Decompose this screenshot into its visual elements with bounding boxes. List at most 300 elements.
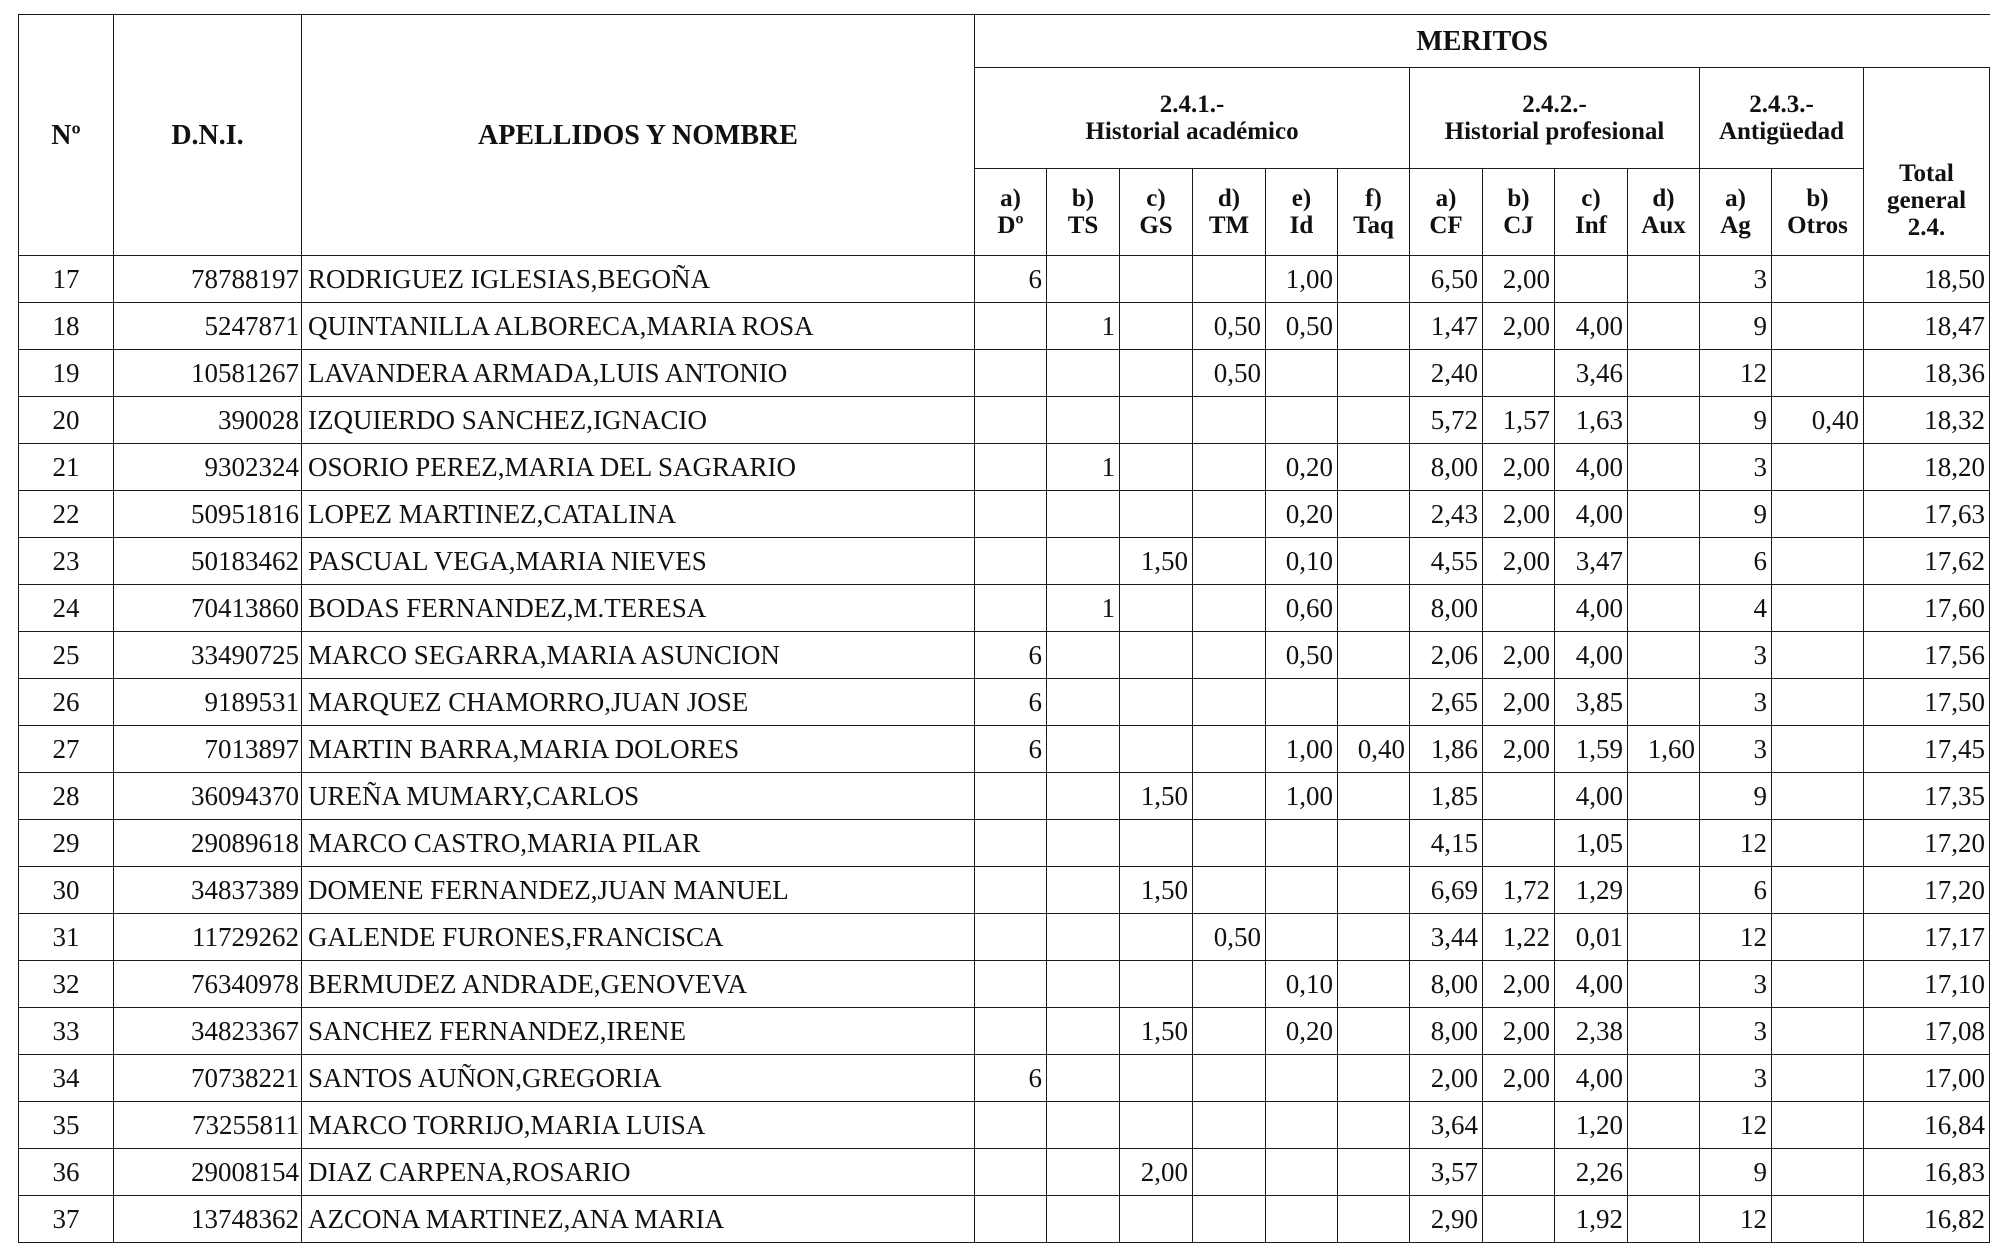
merit-cell <box>1628 491 1700 538</box>
table-row <box>19 1008 1990 1055</box>
subcolumn-abbr: Taq <box>1353 212 1394 239</box>
subcolumn-letter: e) <box>1291 185 1312 212</box>
row-number: 30 <box>19 867 114 914</box>
row-number: 17 <box>19 256 114 303</box>
row-number: 25 <box>19 632 114 679</box>
merit-cell: 0,50 <box>1193 303 1266 350</box>
merit-cell <box>1772 820 1864 867</box>
merit-cell <box>1628 350 1700 397</box>
merit-cell: 0,10 <box>1266 538 1338 585</box>
row-total: 17,20 <box>1864 820 1990 867</box>
merit-cell <box>975 1008 1047 1055</box>
table-row <box>19 491 1990 538</box>
subcolumn-header <box>1772 169 1864 256</box>
merit-cell: 3,64 <box>1410 1102 1483 1149</box>
merit-cell <box>1338 397 1410 444</box>
header-name: APELLIDOS Y NOMBRE <box>302 15 975 256</box>
table-row <box>19 303 1990 350</box>
subcolumn-letter: f) <box>1365 185 1382 212</box>
subcolumn-letter: a) <box>1435 185 1457 212</box>
merit-cell <box>1193 726 1266 773</box>
merit-cell <box>975 1102 1047 1149</box>
row-dni: 13748362 <box>114 1196 302 1243</box>
row-dni: 33490725 <box>114 632 302 679</box>
row-number: 26 <box>19 679 114 726</box>
merit-cell <box>1628 585 1700 632</box>
row-name: GALENDE FURONES,FRANCISCA <box>302 914 975 961</box>
merit-cell <box>1628 1149 1700 1196</box>
merit-cell <box>1047 1102 1120 1149</box>
merit-cell: 6 <box>1700 867 1772 914</box>
merit-cell <box>1338 585 1410 632</box>
merit-cell <box>1338 773 1410 820</box>
row-name: PASCUAL VEGA,MARIA NIEVES <box>302 538 975 585</box>
merit-cell: 0,20 <box>1266 444 1338 491</box>
merit-cell <box>975 350 1047 397</box>
merit-cell: 3 <box>1700 726 1772 773</box>
row-number: 36 <box>19 1149 114 1196</box>
merit-cell <box>1483 1149 1555 1196</box>
merit-cell <box>1193 1008 1266 1055</box>
row-name: LOPEZ MARTINEZ,CATALINA <box>302 491 975 538</box>
subcolumn-letter: c) <box>1146 185 1166 212</box>
row-name: MARTIN BARRA,MARIA DOLORES <box>302 726 975 773</box>
merit-cell: 1,60 <box>1628 726 1700 773</box>
subcolumn-letter: a) <box>1725 185 1746 212</box>
merit-cell <box>1120 726 1193 773</box>
merit-cell: 1,22 <box>1483 914 1555 961</box>
merit-cell: 3,46 <box>1555 350 1628 397</box>
merit-cell: 8,00 <box>1410 1008 1483 1055</box>
merit-cell: 1,00 <box>1266 726 1338 773</box>
table-row <box>19 350 1990 397</box>
row-dni: 29008154 <box>114 1149 302 1196</box>
merit-cell: 0,50 <box>1193 350 1266 397</box>
row-dni: 9189531 <box>114 679 302 726</box>
merit-cell <box>1772 1008 1864 1055</box>
merit-cell: 4,00 <box>1555 491 1628 538</box>
merit-cell <box>1120 491 1193 538</box>
merit-cell <box>1628 914 1700 961</box>
row-dni: 11729262 <box>114 914 302 961</box>
merit-cell: 1,85 <box>1410 773 1483 820</box>
merit-cell: 0,50 <box>1266 303 1338 350</box>
row-total: 17,60 <box>1864 585 1990 632</box>
row-name: MARQUEZ CHAMORRO,JUAN JOSE <box>302 679 975 726</box>
row-total: 17,56 <box>1864 632 1990 679</box>
row-name: LAVANDERA ARMADA,LUIS ANTONIO <box>302 350 975 397</box>
merit-cell: 1,72 <box>1483 867 1555 914</box>
merit-cell <box>1772 538 1864 585</box>
row-total: 17,08 <box>1864 1008 1990 1055</box>
subcolumn-header <box>1555 169 1628 256</box>
row-total: 16,84 <box>1864 1102 1990 1149</box>
merit-cell: 12 <box>1700 820 1772 867</box>
merit-cell: 1,00 <box>1266 256 1338 303</box>
merit-cell: 3,57 <box>1410 1149 1483 1196</box>
merit-cell: 3,47 <box>1555 538 1628 585</box>
merit-cell <box>1628 1196 1700 1243</box>
merit-cell: 4,15 <box>1410 820 1483 867</box>
group-title: Historial profesional <box>1444 118 1665 145</box>
merit-cell: 0,20 <box>1266 491 1338 538</box>
subcolumn-abbr: Id <box>1289 212 1314 239</box>
merit-cell: 3 <box>1700 1008 1772 1055</box>
row-total: 16,82 <box>1864 1196 1990 1243</box>
merit-cell: 3 <box>1700 632 1772 679</box>
row-total: 17,20 <box>1864 867 1990 914</box>
table-row <box>19 1055 1990 1102</box>
table-row <box>19 1149 1990 1196</box>
merit-cell <box>1338 256 1410 303</box>
merit-cell <box>1047 867 1120 914</box>
row-number: 27 <box>19 726 114 773</box>
merit-cell <box>1193 1102 1266 1149</box>
merit-cell: 2,00 <box>1483 1008 1555 1055</box>
row-total: 17,10 <box>1864 961 1990 1008</box>
subcolumn-abbr: CJ <box>1503 212 1534 239</box>
header-dni: D.N.I. <box>114 15 302 256</box>
subcolumn-letter: a) <box>1000 185 1021 212</box>
merit-cell <box>975 773 1047 820</box>
row-number: 35 <box>19 1102 114 1149</box>
merit-cell <box>975 820 1047 867</box>
merit-cell: 2,65 <box>1410 679 1483 726</box>
merit-cell: 8,00 <box>1410 961 1483 1008</box>
group-title: Historial académico <box>1085 118 1299 145</box>
merit-cell <box>975 961 1047 1008</box>
merit-cell <box>1772 491 1864 538</box>
row-name: AZCONA MARTINEZ,ANA MARIA <box>302 1196 975 1243</box>
table-row <box>19 397 1990 444</box>
merit-cell <box>1772 585 1864 632</box>
subcolumn-abbr: Inf <box>1575 212 1607 239</box>
table-row <box>19 585 1990 632</box>
merit-cell <box>1338 1102 1410 1149</box>
merit-cell <box>975 538 1047 585</box>
merit-cell <box>1772 867 1864 914</box>
merit-cell: 1,50 <box>1120 773 1193 820</box>
merit-cell <box>1047 1008 1120 1055</box>
merit-cell: 0,50 <box>1193 914 1266 961</box>
merit-cell: 1,57 <box>1483 397 1555 444</box>
merit-cell: 2,06 <box>1410 632 1483 679</box>
row-total: 17,62 <box>1864 538 1990 585</box>
merit-cell: 2,00 <box>1483 444 1555 491</box>
subcolumn-abbr: TM <box>1208 212 1250 239</box>
merit-cell <box>1193 256 1266 303</box>
merit-cell <box>1628 1008 1700 1055</box>
merit-cell <box>1338 444 1410 491</box>
merit-cell: 1,59 <box>1555 726 1628 773</box>
row-name: MARCO CASTRO,MARIA PILAR <box>302 820 975 867</box>
merit-cell: 1 <box>1047 303 1120 350</box>
merit-cell <box>1338 1149 1410 1196</box>
merits-sheet <box>18 14 1990 1243</box>
group-code: 2.4.3.- <box>1749 91 1814 118</box>
subcolumn-header <box>975 169 1047 256</box>
total-label-3: 2.4. <box>1907 214 1946 241</box>
table-row <box>19 961 1990 1008</box>
merit-cell: 9 <box>1700 773 1772 820</box>
merit-cell <box>1338 820 1410 867</box>
row-dni: 34823367 <box>114 1008 302 1055</box>
total-label-2: general <box>1886 187 1967 214</box>
merit-cell <box>1047 256 1120 303</box>
row-name: RODRIGUEZ IGLESIAS,BEGOÑA <box>302 256 975 303</box>
merit-cell: 6 <box>975 632 1047 679</box>
merits-table <box>18 14 1990 1243</box>
merit-cell <box>1772 444 1864 491</box>
subcolumn-header <box>1628 169 1700 256</box>
row-name: UREÑA MUMARY,CARLOS <box>302 773 975 820</box>
table-row <box>19 1196 1990 1243</box>
merit-cell <box>1338 1008 1410 1055</box>
merit-cell: 2,00 <box>1483 632 1555 679</box>
merit-cell: 4,00 <box>1555 303 1628 350</box>
merit-cell: 2,38 <box>1555 1008 1628 1055</box>
merit-cell: 1,20 <box>1555 1102 1628 1149</box>
subcolumn-abbr: Otros <box>1787 212 1848 239</box>
merit-cell: 1,50 <box>1120 867 1193 914</box>
merit-cell <box>1266 397 1338 444</box>
row-dni: 70413860 <box>114 585 302 632</box>
merit-cell <box>1772 1149 1864 1196</box>
row-name: DIAZ CARPENA,ROSARIO <box>302 1149 975 1196</box>
merit-cell <box>1338 491 1410 538</box>
merit-cell: 6 <box>975 679 1047 726</box>
subcolumn-header <box>1483 169 1555 256</box>
merit-cell <box>975 914 1047 961</box>
merit-cell <box>1047 350 1120 397</box>
merit-cell: 12 <box>1700 1102 1772 1149</box>
merit-cell <box>1772 961 1864 1008</box>
merit-cell <box>1338 1196 1410 1243</box>
row-dni: 50951816 <box>114 491 302 538</box>
total-label-1: Total <box>1899 160 1954 187</box>
subcolumn-abbr: TS <box>1067 212 1099 239</box>
row-number: 33 <box>19 1008 114 1055</box>
merit-cell: 2,00 <box>1410 1055 1483 1102</box>
merit-cell: 6 <box>975 1055 1047 1102</box>
row-total: 17,50 <box>1864 679 1990 726</box>
subcolumn-abbr: CF <box>1429 212 1463 239</box>
merit-cell <box>1120 397 1193 444</box>
merit-cell: 1,00 <box>1266 773 1338 820</box>
merit-cell <box>1193 820 1266 867</box>
merit-cell: 4,00 <box>1555 632 1628 679</box>
subcolumn-header <box>1338 169 1410 256</box>
merit-cell: 2,00 <box>1120 1149 1193 1196</box>
row-name: IZQUIERDO SANCHEZ,IGNACIO <box>302 397 975 444</box>
merit-cell: 3 <box>1700 679 1772 726</box>
merit-cell: 12 <box>1700 914 1772 961</box>
merit-cell <box>1555 256 1628 303</box>
row-total: 16,83 <box>1864 1149 1990 1196</box>
merit-cell: 9 <box>1700 397 1772 444</box>
table-body <box>19 256 1990 1243</box>
subcolumn-letter: b) <box>1071 185 1095 212</box>
merit-cell <box>1266 1102 1338 1149</box>
merit-cell <box>1047 773 1120 820</box>
merit-cell: 3 <box>1700 1055 1772 1102</box>
merit-cell: 3,44 <box>1410 914 1483 961</box>
merit-cell: 2,00 <box>1483 1055 1555 1102</box>
merit-cell: 9 <box>1700 491 1772 538</box>
row-number: 34 <box>19 1055 114 1102</box>
table-row <box>19 773 1990 820</box>
row-total: 18,20 <box>1864 444 1990 491</box>
row-dni: 9302324 <box>114 444 302 491</box>
row-number: 20 <box>19 397 114 444</box>
merit-cell <box>1120 256 1193 303</box>
merit-cell <box>1193 867 1266 914</box>
merit-cell: 2,00 <box>1483 538 1555 585</box>
subcolumn-abbr: Ag <box>1720 212 1751 239</box>
merit-cell: 0,40 <box>1338 726 1410 773</box>
merit-cell: 1 <box>1047 585 1120 632</box>
merit-cell <box>975 491 1047 538</box>
subcolumn-abbr: GS <box>1139 212 1173 239</box>
group-title: Antigüedad <box>1718 118 1845 145</box>
row-number: 32 <box>19 961 114 1008</box>
merit-cell <box>1193 679 1266 726</box>
subcolumn-abbr: Aux <box>1641 212 1686 239</box>
merit-cell <box>1047 726 1120 773</box>
row-total: 18,50 <box>1864 256 1990 303</box>
merit-cell <box>1338 679 1410 726</box>
merit-cell <box>1193 1055 1266 1102</box>
merit-cell <box>1628 256 1700 303</box>
subcolumn-abbr: Dº <box>997 212 1024 239</box>
subcolumn-letter: d) <box>1652 185 1675 212</box>
merit-cell <box>1120 820 1193 867</box>
merit-cell <box>1193 1196 1266 1243</box>
row-number: 21 <box>19 444 114 491</box>
row-name: BODAS FERNANDEZ,M.TERESA <box>302 585 975 632</box>
merit-cell: 2,40 <box>1410 350 1483 397</box>
merit-cell <box>975 303 1047 350</box>
merit-cell <box>1628 961 1700 1008</box>
merit-cell: 0,60 <box>1266 585 1338 632</box>
merit-cell <box>1628 397 1700 444</box>
merit-cell <box>1483 1102 1555 1149</box>
merit-cell <box>1483 1196 1555 1243</box>
table-header <box>19 15 1990 256</box>
row-total: 17,17 <box>1864 914 1990 961</box>
merit-cell <box>1266 914 1338 961</box>
table-row <box>19 1102 1990 1149</box>
merit-cell <box>1772 1196 1864 1243</box>
merit-cell <box>1483 820 1555 867</box>
subcolumn-letter: b) <box>1507 185 1530 212</box>
merit-cell <box>975 1149 1047 1196</box>
merit-cell: 2,00 <box>1483 303 1555 350</box>
merit-cell <box>1772 632 1864 679</box>
merit-cell <box>1266 867 1338 914</box>
merit-cell <box>1628 679 1700 726</box>
row-total: 18,32 <box>1864 397 1990 444</box>
merit-cell: 4,00 <box>1555 444 1628 491</box>
merit-cell: 5,72 <box>1410 397 1483 444</box>
merit-cell: 1,86 <box>1410 726 1483 773</box>
merit-cell <box>1120 1055 1193 1102</box>
merit-cell: 0,40 <box>1772 397 1864 444</box>
merit-cell: 2,00 <box>1483 961 1555 1008</box>
group-code: 2.4.2.- <box>1522 91 1587 118</box>
merit-cell: 1,05 <box>1555 820 1628 867</box>
table-row <box>19 867 1990 914</box>
merit-cell <box>1483 350 1555 397</box>
row-dni: 73255811 <box>114 1102 302 1149</box>
merit-cell: 1,92 <box>1555 1196 1628 1243</box>
merit-cell: 9 <box>1700 1149 1772 1196</box>
merit-cell <box>975 585 1047 632</box>
merit-cell <box>1628 867 1700 914</box>
merit-cell <box>1047 1149 1120 1196</box>
merit-cell <box>1338 867 1410 914</box>
merit-cell <box>1772 1102 1864 1149</box>
merit-cell <box>1628 538 1700 585</box>
table-row <box>19 256 1990 303</box>
subcolumn-header <box>1047 169 1120 256</box>
merit-cell: 12 <box>1700 1196 1772 1243</box>
merit-cell <box>1193 444 1266 491</box>
merit-cell <box>1120 632 1193 679</box>
row-total: 17,45 <box>1864 726 1990 773</box>
merit-cell: 3 <box>1700 256 1772 303</box>
group-historial-academico <box>975 68 1410 169</box>
table-row <box>19 820 1990 867</box>
merit-cell: 2,00 <box>1483 491 1555 538</box>
merit-cell <box>1120 1102 1193 1149</box>
merit-cell: 2,00 <box>1483 256 1555 303</box>
merit-cell: 3,85 <box>1555 679 1628 726</box>
merit-cell <box>1047 961 1120 1008</box>
merit-cell <box>1772 256 1864 303</box>
merit-cell <box>1628 303 1700 350</box>
merit-cell <box>1120 679 1193 726</box>
merit-cell <box>1120 914 1193 961</box>
merit-cell <box>1047 1055 1120 1102</box>
merit-cell: 1,50 <box>1120 1008 1193 1055</box>
merit-cell <box>1047 491 1120 538</box>
merit-cell: 1,47 <box>1410 303 1483 350</box>
table-row <box>19 679 1990 726</box>
merit-cell: 6,50 <box>1410 256 1483 303</box>
merit-cell <box>1193 585 1266 632</box>
table-row <box>19 632 1990 679</box>
subcolumn-header <box>1120 169 1193 256</box>
merit-cell: 0,01 <box>1555 914 1628 961</box>
table-row <box>19 444 1990 491</box>
row-number: 23 <box>19 538 114 585</box>
merit-cell: 8,00 <box>1410 444 1483 491</box>
merit-cell <box>1193 773 1266 820</box>
merit-cell <box>1120 350 1193 397</box>
row-name: QUINTANILLA ALBORECA,MARIA ROSA <box>302 303 975 350</box>
row-name: OSORIO PEREZ,MARIA DEL SAGRARIO <box>302 444 975 491</box>
subcolumn-header <box>1266 169 1338 256</box>
merit-cell: 4,55 <box>1410 538 1483 585</box>
row-dni: 70738221 <box>114 1055 302 1102</box>
merit-cell <box>1047 914 1120 961</box>
header-number: Nº <box>19 15 114 256</box>
row-number: 31 <box>19 914 114 961</box>
merit-cell <box>1338 914 1410 961</box>
merit-cell <box>1266 679 1338 726</box>
merit-cell <box>1628 1102 1700 1149</box>
